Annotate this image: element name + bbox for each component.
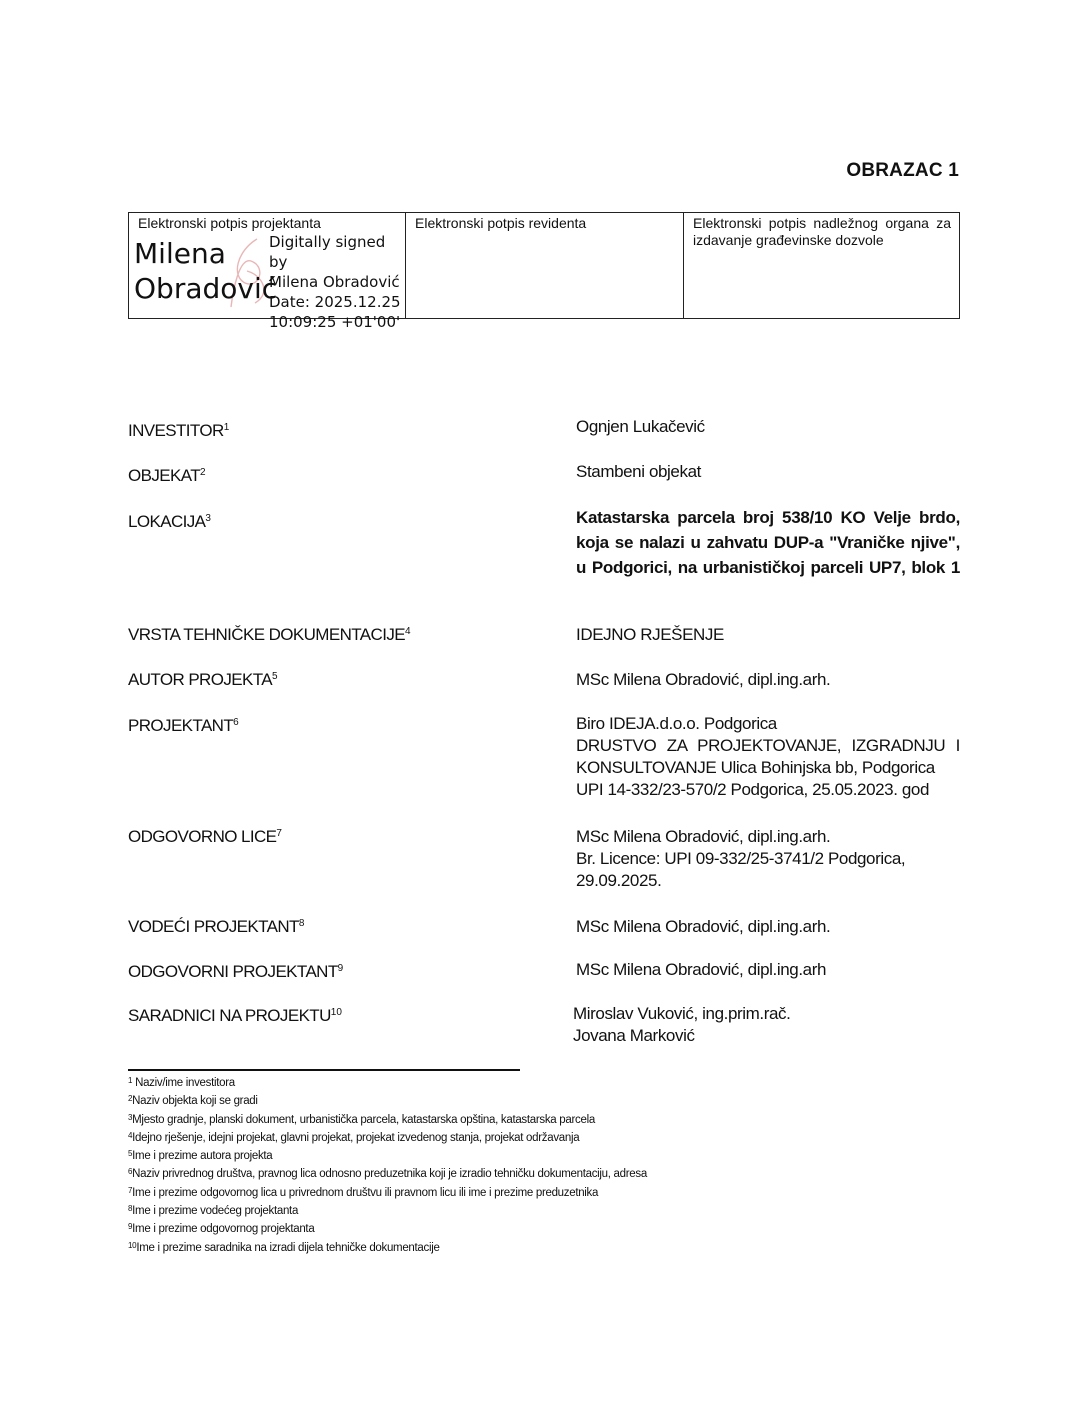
authority-signature-cell[interactable] [684,213,960,319]
field-value-lokacija: Katastarska parcela broj 538/10 KO Velje brdo, koja se nalazi u zahvatu DUP-a "Vraničke njive", u Podgorici, na urbanističkoj parceli UP7, blok 1 [576,508,960,577]
field-label-vodeci-projektant: VODEĆI PROJEKTANT$^8$ [128,917,305,936]
field-value-vodeci-projektant: MSc Milena Obradović, dipl.ing.arh. [576,917,831,936]
field-label-autor-projekta: AUTOR PROJEKTA$^5$ [128,670,278,689]
authority-signature-header: Elektronski potpis nadležnog organa za izdavanje građevinske dozvole [693,215,951,248]
designer-signature-header: Elektronski potpis projektanta [138,215,321,231]
reviewer-signature-cell[interactable] [406,213,684,319]
field-label-objekat: OBJEKAT$^2$ [128,466,206,485]
field-label-odgovorni-projektant: ODGOVORNI PROJEKTANT$^9$ [128,962,344,981]
field-label-investitor: INVESTITOR$^1$ [128,421,230,440]
field-label-saradnici-na-projektu: SARADNICI NA PROJEKTU$^{10}$ [128,1006,342,1025]
signer-last-name: Obradović [134,272,278,305]
field-value-odgovorno-lice: MSc Milena Obradović, dipl.ing.arh. Br. Licence: UPI 09-332/25-3741/2 Podgorica, 29.09.2025. [576,827,906,890]
footnote-item: $^5$Ime i prezime autora projekta [128,1149,273,1163]
footnote-item: $^7$Ime i prezime odgovornog lica u privrednom društvu ili pravnom licu ili ime i prezime preduzetnika [128,1185,599,1199]
signer-first-name: Milena [134,237,226,270]
field-value-autor-projekta: MSc Milena Obradović, dipl.ing.arh. [576,670,831,689]
footnote-item: $^9$Ime i prezime odgovornog projektanta [128,1222,315,1236]
field-value-vrsta-tehnicke-dokumentacije: IDEJNO RJEŠENJE [576,625,724,644]
footnote-divider [128,1069,520,1071]
designer-signature-cell[interactable] [129,213,406,331]
footnote-item: $^{10}$Ime i prezime saradnika na izradi dijela tehničke dokumentacije [128,1240,440,1254]
footnote-item: $^3$Mjesto gradnje, planski dokument, urbanistička parcela, katastarska opština, katastarska parcela [128,1112,595,1126]
field-value-investitor: Ognjen Lukačević [576,417,705,436]
reviewer-signature-header: Elektronski potpis revidenta [415,215,587,231]
field-value-objekat: Stambeni objekat [576,462,701,481]
form-title: OBRAZAC 1 [846,160,959,181]
field-value-odgovorni-projektant: MSc Milena Obradović, dipl.ing.arh [576,960,827,979]
footnote-item: $^4$Idejno rješenje, idejni projekat, glavni projekat, projekat izvedenog stanja, projekat održavanja [128,1130,580,1144]
footnote-item: $^2$Naziv objekta koji se gradi [128,1094,258,1108]
field-label-odgovorno-lice: ODGOVORNO LICE$^7$ [128,827,282,846]
field-label-vrsta-tehnicke-dokumentacije: VRSTA TEHNIČKE DOKUMENTACIJE$^4$ [128,625,411,644]
signature-table [128,212,960,331]
footnote-item: $^8$Ime i prezime vodećeg projektanta [128,1204,299,1218]
field-value-projektant: Biro IDEJA.d.o.o. Podgorica DRUSTVO ZA PROJEKTOVANJE, IZGRADNJU I KONSULTOVANJE Ulica Bohinjska bb, Podgorica UPI 14-332/23-570/2 Podgorica, 25.05.2023. god [576,714,960,799]
digital-sig-line: Milena Obradović [269,273,400,291]
digital-sig-line: Digitally signed by [269,233,386,271]
signer-name [134,236,277,306]
footnotes [128,1073,647,1256]
digital-sig-line: 10:09:25 +01'00' [269,313,401,331]
field-label-lokacija: LOKACIJA$^3$ [128,512,211,531]
field-label-projektant: PROJEKTANT$^6$ [128,716,239,735]
digital-sig-line: Date: 2025.12.25 [269,293,401,311]
footnote-item: $^6$Naziv privrednog društva, pravnog lica odnosno preduzetnika koji je izradio tehničku dokumentaciju, adresa [128,1167,647,1181]
footnote-item: $^1$ Naziv/ime investitora [128,1076,235,1089]
digital-signature-details [269,232,405,332]
field-value-saradnici-na-projektu: Miroslav Vuković, ing.prim.rač. Jovana Marković [573,1004,791,1045]
